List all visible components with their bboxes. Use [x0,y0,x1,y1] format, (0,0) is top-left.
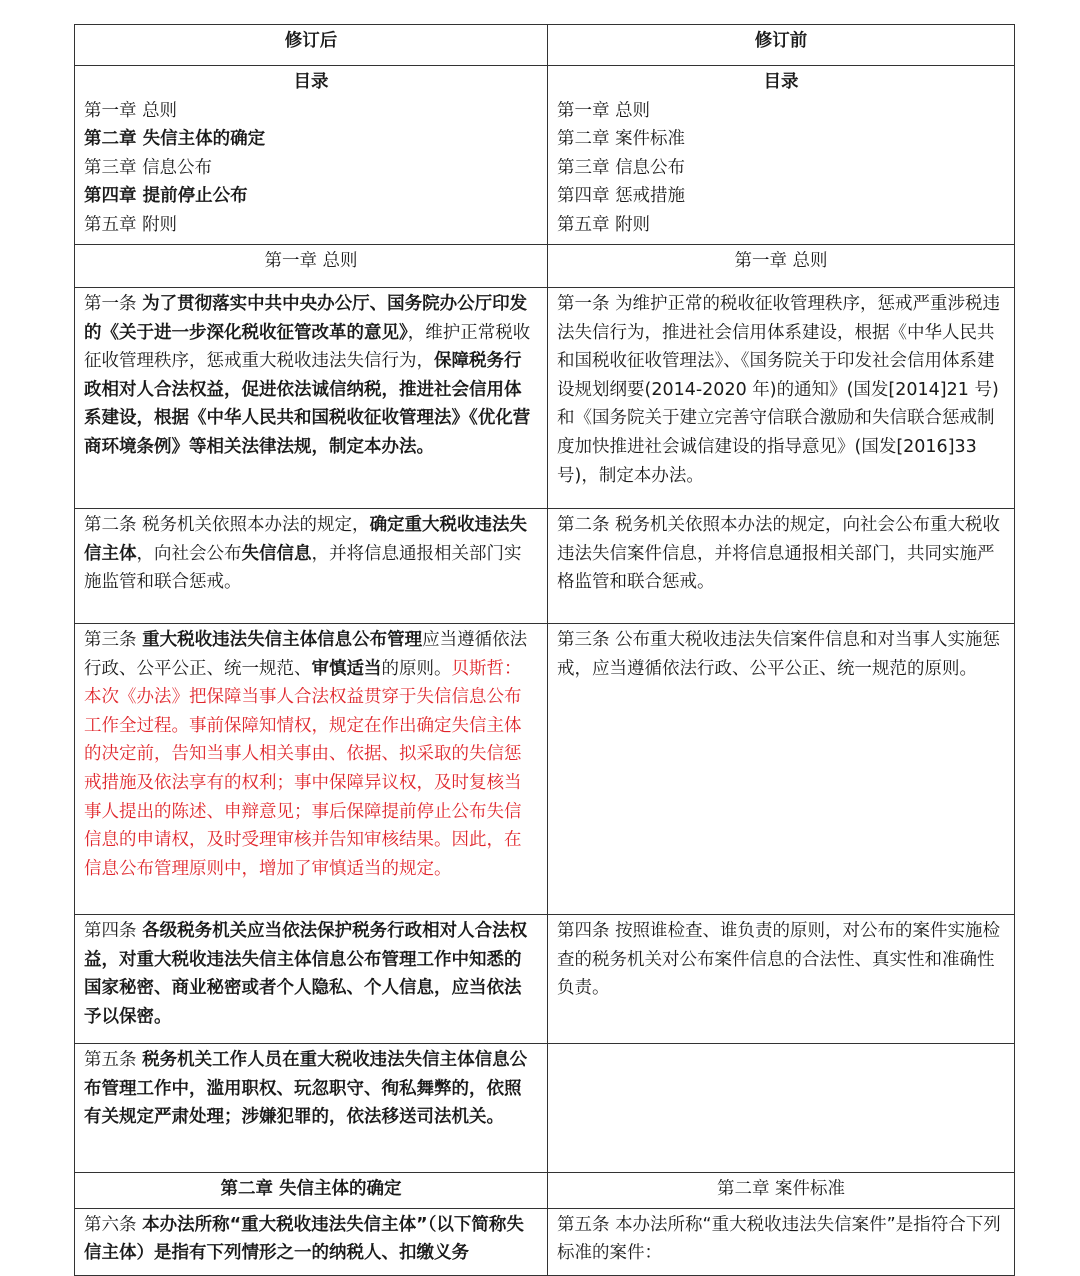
article-2-bold-text: 失信信息 [241,543,312,564]
toc-title-before: 目录 [763,72,799,92]
header-before: 修订前 [548,25,1015,66]
article-2-before: 第二条 税务机关依照本办法的规定，向社会公布重大税收违法失信案件信息，并将信息通报相关部门，共同实施严格监管和联合惩戒。 [548,509,1015,624]
article-2-text: ，并将信息通报相关部门实施监管和联合惩戒。 [84,543,522,593]
chapter-2-row [75,1173,1015,1209]
toc-row [75,66,1015,245]
article-6-after [75,1208,548,1275]
article-3-bold-text: 审慎适当 [311,658,382,679]
chapter-1-row [75,245,1015,288]
chapter-1-before: 第一章 总则 [548,245,1015,288]
article-2-bold-text: 确定重大税收违法失信主体 [84,515,528,564]
article-3-after [75,624,548,915]
comparison-table [74,24,1015,1276]
article-2-label: 第二条 税务机关依照本办法的规定， [84,515,370,535]
toc-item-after: 第四章 提前停止公布 [84,186,248,207]
article-6-label: 第六条 [84,1214,143,1235]
article-3-text: 应当遵循依法行政、公平公正、统一规范、 [84,630,528,679]
article-1-label: 第一条 [84,294,143,314]
article-5-before [548,1044,1015,1173]
chapter-2-before: 第二章 案件标准 [548,1173,1015,1209]
chapter-2-after: 第二章 失信主体的确定 [75,1173,548,1209]
article-3-bold-text: 重大税收违法失信主体信息公布管理 [142,630,423,650]
article-4-label: 第四条 [84,921,143,941]
toc-item-after: 第五章 附则 [84,214,178,235]
article-3-label: 第三条 [84,630,143,650]
article-3-before: 第三条 公布重大税收违法失信案件信息和对当事人实施惩戒，应当遵循依法行政、公平公正、统一规范的原则。 [548,624,1015,915]
article-1-after [75,288,548,509]
toc-item-before: 第三章 信息公布 [557,157,686,178]
article-1-row [75,288,1015,509]
chapter-1-after: 第一章 总则 [75,245,548,288]
article-1-bold-text: 为了贯彻落实中共中央办公厅、国务院办公厅印发的《关于进一步深化税收征管改革的意见》 [84,294,528,343]
article-6-bold-text: 本办法所称“重大税收违法失信主体”（以下简称失信主体）是指有下列情形之一的纳税人、扣缴义务 [84,1214,524,1264]
article-1-before: 第一条 为维护正常的税收征收管理秩序，惩戒严重涉税违法失信行为，推进社会信用体系建设，根据《中华人民共和国税收征收管理法》、《国务院关于印发社会信用体系建设规划纲要(2014-2020 年)的通知》(国发[2014]21 号)和《国务院关于建立完善守信联合激励和失信联合惩戒制度加快推进社会诚信建设的指导意见》(国发[2016]33 号)，制定本办法。 [548,288,1015,509]
header-after: 修订后 [75,25,548,66]
toc-title-after: 目录 [293,72,329,92]
article-6-before: 第五条 本办法所称“重大税收违法失信案件”是指符合下列标准的案件： [548,1208,1015,1275]
article-3-row [75,624,1015,915]
article-2-row [75,509,1015,624]
toc-item-after: 第三章 信息公布 [84,157,213,178]
toc-item-before: 第一章 总则 [557,100,651,121]
article-6-row [75,1208,1015,1275]
toc-after [75,66,548,245]
article-4-bold-text: 各级税务机关应当依法保护税务行政相对人合法权益，对重大税收违法失信主体信息公布管理工作中知悉的国家秘密、商业秘密或者个人隐私、个人信息，应当依法予以保密。 [84,921,528,1027]
article-2-text: ，向社会公布 [136,543,242,564]
article-3-text: 的原则。 [381,658,452,679]
article-5-after [75,1044,548,1173]
toc-item-before: 第二章 案件标准 [557,129,686,150]
article-3-comment: 贝斯哲：本次《办法》把保障当事人合法权益贯穿于失信信息公布工作全过程。事前保障知情权，规定在作出确定失信主体的决定前，告知当事人相关事由、依据、拟采取的失信惩戒措施及依法享有的权利；事中保障异议权，及时复核当事人提出的陈述、申辩意见；事后保障提前停止公布失信信息的申请权，及时受理审核并告知审核结果。因此，在信息公布管理原则中，增加了审慎适当的规定。 [84,658,522,879]
article-5-row [75,1044,1015,1173]
article-4-before: 第四条 按照谁检查、谁负责的原则，对公布的案件实施检查的税务机关对公布案件信息的合法性、真实性和准确性负责。 [548,915,1015,1044]
article-5-label: 第五条 [84,1050,143,1070]
article-1-text: ，维护正常税收征收管理秩序，惩戒重大税收违法失信行为， [84,322,531,372]
article-4-after [75,915,548,1044]
toc-item-before: 第四章 惩戒措施 [557,186,686,207]
article-2-after [75,509,548,624]
toc-item-before: 第五章 附则 [557,214,651,235]
toc-item-after: 第一章 总则 [84,100,178,121]
toc-before [548,66,1015,245]
toc-item-after: 第二章 失信主体的确定 [84,129,266,150]
article-5-bold-text: 税务机关工作人员在重大税收违法失信主体信息公布管理工作中，滥用职权、玩忽职守、徇私舞弊的，依照有关规定严肃处理；涉嫌犯罪的，依法移送司法机关。 [84,1050,528,1128]
article-4-row [75,915,1015,1044]
article-1-bold-text: 保障税务行政相对人合法权益，促进依法诚信纳税，推进社会信用体系建设，根据《中华人民共和国税收征收管理法》《优化营商环境条例》等相关法律法规，制定本办法。 [84,351,531,457]
header-row [75,25,1015,66]
